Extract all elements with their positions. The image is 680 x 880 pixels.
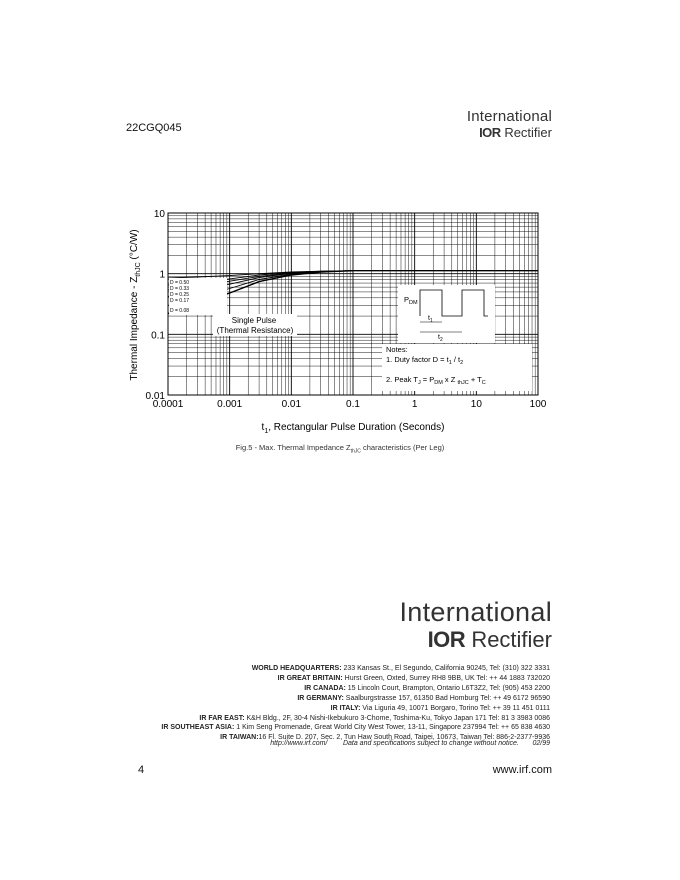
contact-line bbox=[30, 714, 550, 724]
contact-text: K&H Bldg., 2F, 30-4 Nishi-Ikebukuro 3-Chome, Toshima-Ku, Tokyo Japan 171 Tel: 81 3 3983 0086 bbox=[244, 714, 550, 722]
contact-line bbox=[30, 684, 550, 694]
legend-d025: D = 0.25 bbox=[170, 292, 190, 298]
contact-text: 1 Kim Seng Promenade, Great World City West Tower, 13-11, Singapore 237994 Tel: ++ 65 838 4630 bbox=[234, 724, 550, 732]
notes-block bbox=[382, 344, 532, 391]
ior-logo-mark: IOR bbox=[479, 125, 501, 140]
contact-label: IR CANADA: bbox=[304, 684, 346, 692]
logo-line2: Rectifier bbox=[504, 125, 552, 140]
x-tick-label: 100 bbox=[529, 399, 547, 410]
y-tick-label: 0.01 bbox=[145, 391, 165, 402]
pulse-waveform-inset bbox=[398, 285, 495, 343]
legend-d008: D = 0.08 bbox=[170, 308, 190, 314]
contact-label: IR GREAT BRITAIN: bbox=[277, 674, 343, 682]
company-logo-footer bbox=[399, 597, 552, 653]
contact-line bbox=[30, 723, 550, 733]
contact-label: IR FAR EAST: bbox=[199, 714, 245, 722]
contact-addresses bbox=[30, 664, 550, 743]
website-link[interactable]: www.irf.com bbox=[492, 764, 552, 776]
inset-background bbox=[398, 285, 495, 343]
x-tick-label: 0.0001 bbox=[152, 399, 184, 410]
logo-big-line1: International bbox=[399, 597, 552, 627]
contact-label: IR ITALY: bbox=[330, 704, 361, 712]
logo-line1: International bbox=[466, 108, 552, 125]
x-axis-title: $t_1$, Rectangular Pulse Duration (Seconds) bbox=[261, 422, 445, 435]
footer-notice bbox=[270, 740, 550, 747]
x-tick-label: 0.001 bbox=[217, 399, 243, 410]
y-tick-label: 0.1 bbox=[151, 330, 165, 342]
figure-caption: Fig.5 - Max. Thermal Impedance $Z_{thJC}$ characteristics (Per Leg) bbox=[235, 443, 445, 455]
footer-url: http://www.irf.com/ bbox=[270, 740, 328, 747]
contact-line bbox=[30, 664, 550, 674]
contact-label: WORLD HEADQUARTERS: bbox=[251, 665, 342, 672]
contact-text: 233 Kansas St., El Segundo, California 90245, Tel: (310) 322 3331 bbox=[341, 665, 550, 672]
logo-big-line2-row bbox=[399, 627, 552, 653]
notes-title: Notes: bbox=[386, 345, 408, 354]
contact-line bbox=[30, 704, 550, 714]
footer-disclaimer: Data and specifications subject to change without notice. bbox=[342, 740, 519, 747]
y-tick-labels bbox=[146, 209, 166, 402]
y-tick-label: 10 bbox=[153, 209, 165, 220]
logo-big-line2: Rectifier bbox=[471, 627, 552, 652]
contact-text: Hurst Green, Oxted, Surrey RH8 9BB, UK Tel: ++ 44 1883 732020 bbox=[342, 674, 550, 682]
legend-d017: D = 0.17 bbox=[170, 298, 190, 304]
x-tick-label: 0.01 bbox=[281, 399, 302, 410]
note-1: 1. Duty factor $D = t_1 / t_2$ bbox=[386, 355, 464, 366]
contact-line bbox=[30, 674, 550, 684]
contact-text: 16 Fl. Suite D. 207, Sec. 2, Tun Haw South Road, Taipei, 10673, Taiwan Tel: 886-2-2377-9936 bbox=[258, 734, 550, 742]
contact-text: Saalburgstrasse 157, 61350 Bad Homburg Tel: ++ 49 6172 96590 bbox=[343, 694, 550, 702]
ior-logo-mark-big: IOR bbox=[427, 627, 466, 652]
contact-text: 15 Lincoln Court, Brampton, Ontario L6T3Z2, Tel: (905) 453 2200 bbox=[345, 684, 550, 692]
pdm-label: $P_{DM}$ bbox=[404, 295, 418, 306]
legend-d050: D = 0.50 bbox=[170, 280, 190, 286]
contact-line bbox=[30, 694, 550, 704]
y-axis-title: Thermal Impedance - $Z_{thJC}$ (°C/W) bbox=[129, 229, 142, 381]
y-tick-label: 1 bbox=[159, 269, 165, 281]
contact-label: IR SOUTHEAST ASIA: bbox=[161, 724, 235, 732]
x-tick-label: 0.1 bbox=[346, 399, 360, 410]
legend-d033: D = 0.33 bbox=[170, 286, 190, 292]
legend bbox=[169, 278, 227, 315]
contact-text: Via Liguria 49, 10071 Borgaro, Torino Tel: ++ 39 11 451 0111 bbox=[360, 704, 550, 712]
t2-label: $t_2$ bbox=[438, 334, 443, 343]
part-number: 22CGQ045 bbox=[126, 122, 182, 134]
contact-label: IR GERMANY: bbox=[297, 694, 344, 702]
single-pulse-label: Single Pulse bbox=[231, 316, 277, 325]
x-tick-labels bbox=[153, 399, 547, 410]
note-2: 2. Peak $T_J = P_{DM}$ x Z $_{thJC} + T_C$ bbox=[386, 375, 486, 386]
page-number: 4 bbox=[138, 764, 145, 776]
x-tick-label: 10 bbox=[470, 399, 482, 410]
t1-label: $t_1$ bbox=[428, 315, 433, 324]
x-tick-label: 1 bbox=[411, 399, 418, 410]
thermal-resistance-label: (Thermal Resistance) bbox=[216, 326, 294, 335]
footer-date: 02/99 bbox=[532, 740, 550, 747]
contact-label: IR TAIWAN: bbox=[220, 734, 259, 742]
